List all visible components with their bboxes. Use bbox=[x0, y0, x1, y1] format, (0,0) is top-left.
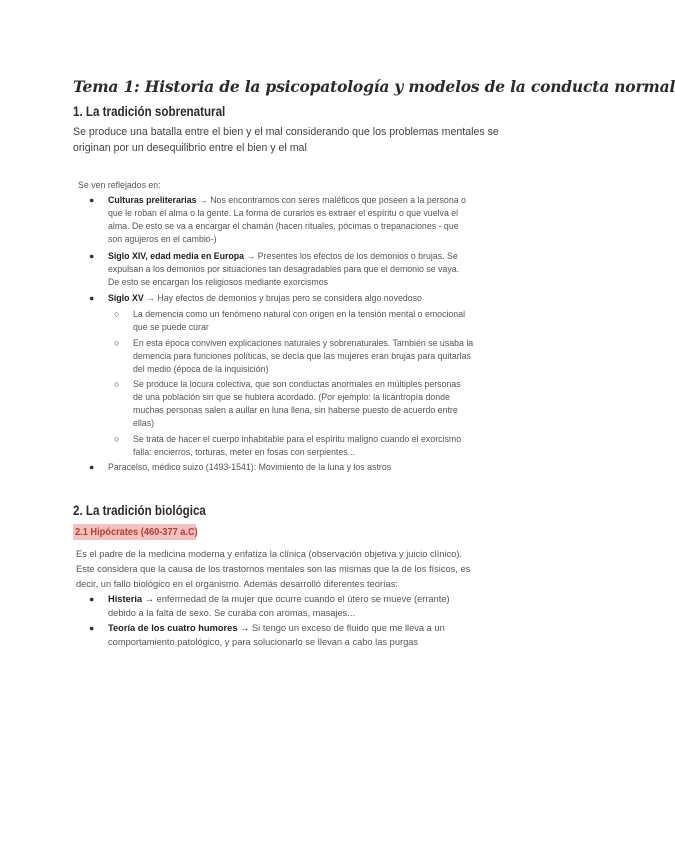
bullet-text-line: comportamiento patológico, y para solucionarlo se llevan a cabo las purgas bbox=[108, 637, 419, 647]
bullet-bold: Teoría de los cuatro humores → bbox=[108, 623, 250, 633]
bullet-icon: ● bbox=[89, 594, 95, 604]
sub-bullet-text-line: La demencia como un fenómeno natural con origen en la tensión mental o emocional bbox=[133, 309, 466, 319]
bullet-bold: Siglo XV bbox=[108, 293, 144, 303]
bullet-icon: ● bbox=[89, 195, 95, 205]
paragraph-line: Es el padre de la medicina moderna y enfatiza la clínica (observación objetiva y juicio clínico). bbox=[76, 549, 463, 559]
sub-bullet-icon: ○ bbox=[114, 379, 120, 389]
sub-bullet-icon: ○ bbox=[114, 309, 120, 319]
bullet-icon: ● bbox=[89, 251, 95, 261]
subsection-heading-text: 2.1 Hipócrates (460-377 a.C) bbox=[75, 526, 198, 538]
sub-bullet-text-line: Se produce la locura colectiva, que son conductas anormales en múltiples personas bbox=[133, 379, 461, 389]
section-1-intro-line-2: originan por un desequilibrio entre el bien y el mal bbox=[73, 142, 307, 154]
bullet-text-line: son agujeros en el cambio-) bbox=[108, 234, 217, 244]
sub-bullet-text-line: ellas) bbox=[133, 418, 155, 428]
bullet-text: → Hay efectos de demonios y brujas pero se considera algo novedoso bbox=[146, 293, 422, 303]
bullet-text-line: que le roban el alma o la gente. La forma de curarlos es extraer el espíritu o que vuelva el bbox=[108, 208, 459, 218]
reflect-label: Se ven reflejados en: bbox=[78, 180, 161, 190]
section-2-heading: 2. La tradición biológica bbox=[73, 503, 206, 518]
paragraph-line: decir, un fallo biológico en el organismo. Además desarrolló diferentes teorías: bbox=[76, 579, 398, 589]
sub-bullet-text-line: muchas personas salen a aullar en luna llena, sin haberse puesto de acuerdo entre bbox=[133, 405, 458, 415]
sub-bullet-icon: ○ bbox=[114, 434, 120, 444]
page-title: Tema 1: Historia de la psicopatología y modelos de la conducta normal bbox=[73, 77, 675, 96]
bullet-text-line: alma. De esto se va a encargar el chamán (hacen rituales, pócimas o trepanaciones - que bbox=[108, 221, 459, 231]
section-1-heading: 1. La tradición sobrenatural bbox=[73, 104, 226, 119]
subsection-heading bbox=[73, 524, 196, 540]
bullet-bold: Siglo XIV, edad media en Europa bbox=[108, 251, 245, 261]
section-1-intro-line-1: Se produce una batalla entre el bien y el mal considerando que los problemas mentales se bbox=[73, 126, 499, 138]
bullet-bold: Culturas preliterarias bbox=[108, 195, 197, 205]
bullet-text: enfermedad de la mujer que ocurre cuando el útero se mueve (errante) bbox=[156, 594, 450, 604]
bullet-text-line: expulsan a los demonios por situaciones tan desagradables para que el demonio se vaya. bbox=[108, 264, 460, 274]
bullet-icon: ● bbox=[89, 293, 95, 303]
list-item bbox=[108, 593, 450, 606]
sub-bullet-text-line: del medio (época de la inquisición) bbox=[133, 364, 269, 374]
sub-bullet-text-line: de una población sin que se hubiera acordado. (Por ejemplo: la licantropía donde bbox=[133, 392, 450, 402]
list-item: Paracelso, médico suizo (1493-1541): Movimiento de la luna y los astros bbox=[108, 462, 392, 472]
list-item bbox=[108, 622, 445, 635]
bullet-text-line: De esto se encargan los religiosos mediante exorcismos bbox=[108, 277, 329, 287]
list-item bbox=[108, 292, 422, 305]
sub-bullet-text-line: que se puede curar bbox=[133, 322, 209, 332]
paragraph-line: Este considera que la causa de los trastornos mentales son las mismas que la de los físicos, es bbox=[76, 564, 471, 574]
bullet-text: → Presentes los efectos de los demonios o brujas. Se bbox=[246, 251, 458, 261]
sub-bullet-text-line: falla: encierros, torturas, meter en fosas con serpientes... bbox=[133, 447, 355, 457]
sub-bullet-text-line: demencia para funciones políticas, se decía que las mujeres eran brujas para quitarlas bbox=[133, 351, 471, 361]
bullet-text: Si tengo un exceso de fluido que me lleva a un bbox=[251, 623, 445, 633]
bullet-icon: ● bbox=[89, 462, 95, 472]
sub-bullet-text-line: Se trata de hacer el cuerpo inhabitable para el espíritu maligno cuando el exorcismo bbox=[133, 434, 462, 444]
bullet-icon: ● bbox=[89, 623, 95, 633]
list-item bbox=[108, 250, 458, 263]
bullet-text-line: debido a la falta de sexo. Se curaba con aromas, masajes... bbox=[108, 608, 356, 618]
list-item bbox=[108, 194, 466, 207]
sub-bullet-text-line: En esta época conviven explicaciones naturales y sobrenaturales. También se usaba la bbox=[133, 338, 474, 348]
bullet-text: → Nos encontramos con seres maléficos que poseen a la persona o bbox=[198, 195, 466, 205]
bullet-bold: Histeria → bbox=[108, 594, 154, 604]
sub-bullet-icon: ○ bbox=[114, 338, 120, 348]
